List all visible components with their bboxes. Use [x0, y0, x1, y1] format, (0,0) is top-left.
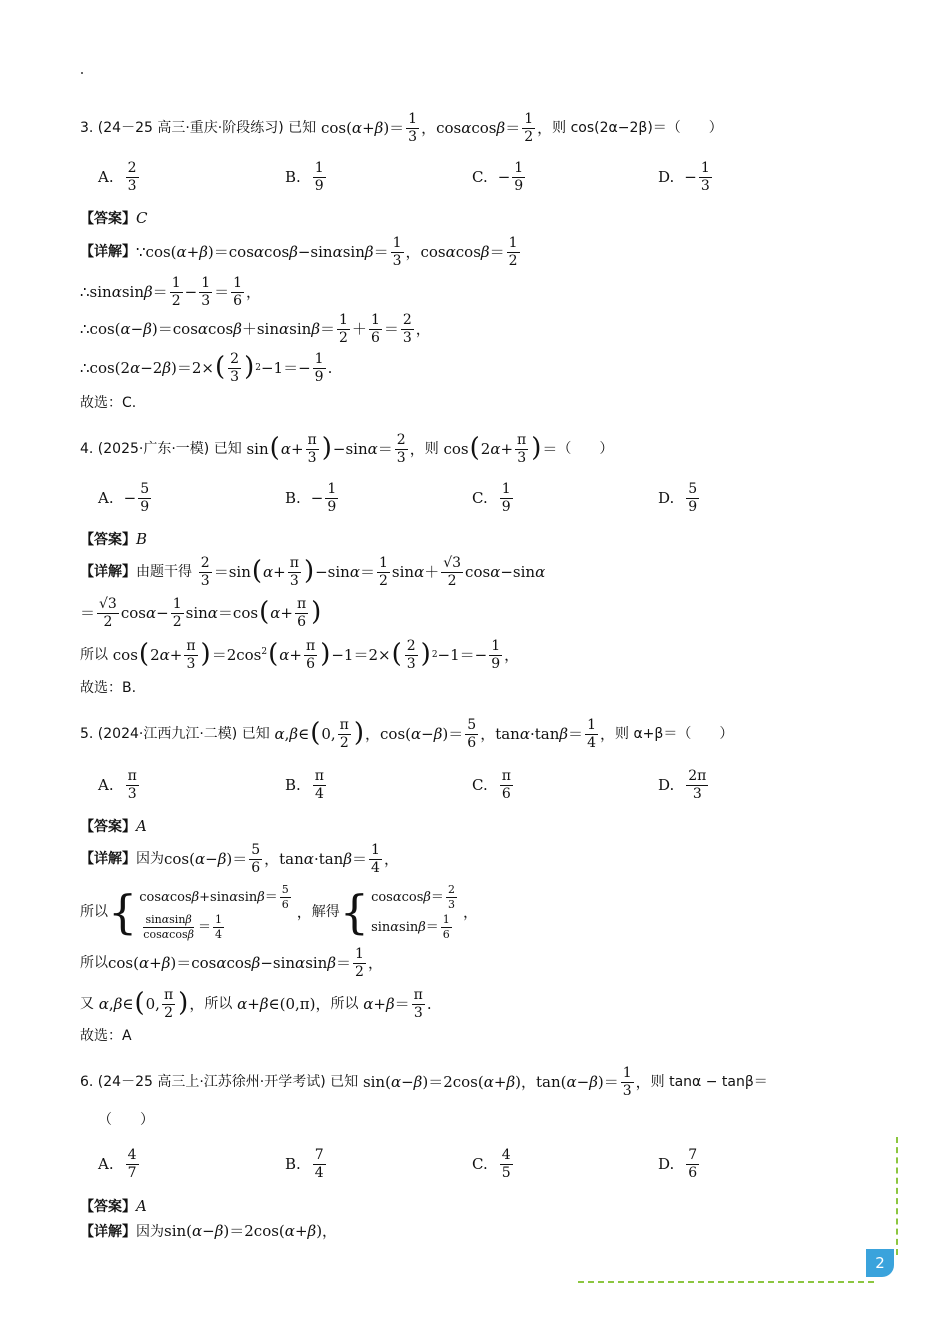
- q4-stem: 4. (2025·广东·一模) 已知 sin ( α+ $\frac{\pi}{3}$ ) −sinα＝ $\frac{2}{3}$ ， 则 cos ( 2α+ $\frac{\pi}{3}$ ) ＝ （ ）: [80, 432, 614, 466]
- q4-detail-line3: 所以 cos ( 2α+ $\frac{\pi}{3}$ ) $=2\cos^2$ ( α+ $\frac{\pi}{6}$ ) −1＝2× ( $\frac{2}{3}$ ) 2 −1＝− $\frac{1}{9}$ ，: [80, 638, 520, 672]
- q4-final: 故选：B.: [80, 680, 137, 696]
- q4-option-d[interactable]: D. $\frac{5}{9}$: [658, 481, 698, 515]
- q3-stem: 3. (24－25 高三·重庆·阶段练习) 已知 cos(α+β)＝ $\frac{1}{3}$ ，cosαcosβ＝ $\frac{1}{2}$ ， 则 cos(2α−2β)＝（ ）: [80, 111, 723, 145]
- page-border-vertical: [896, 1137, 898, 1255]
- q3-option-b[interactable]: B. $\frac{1}{9}$: [285, 160, 324, 194]
- q3-answer: 【答案】 C: [80, 209, 148, 227]
- q3-detail-line2: ∴sinαsinβ＝ $\frac{1}{2}$ − $\frac{1}{3}$ ＝ $\frac{1}{6}$ ，: [80, 275, 262, 309]
- q4-detail-line1: 【详解】 由题干得 $\frac{2}{3}$ ＝sin ( α+ $\frac{\pi}{3}$ ) −sinα＝ $\frac{1}{2}$ sinα＋ $\frac{√3}{2}$ cosα−sinα: [80, 555, 546, 589]
- q3-option-a[interactable]: A. $\frac{2}{3}$: [98, 160, 137, 194]
- q6-stem: 6. (24－25 高三上·江苏徐州·开学考试) 已知 sin(α−β)＝2cos(α+β)，tan(α−β)＝ $\frac{1}{3}$ ， 则 tanα − tanβ＝: [80, 1065, 768, 1099]
- q6-option-d[interactable]: D. $\frac{7}{6}$: [658, 1147, 698, 1181]
- q6-paren: （ ）: [98, 1112, 154, 1128]
- page-border-horizontal: [578, 1281, 874, 1283]
- q4-option-a[interactable]: A. − $\frac{5}{9}$: [98, 481, 150, 515]
- q6-options: [98, 1148, 858, 1188]
- q5-detail-line3: 所以 cos(α+β)＝cosαcosβ−sinαsinβ＝ $\frac{1}{2}$ ，: [80, 946, 383, 980]
- q3-detail-line4: ∴cos(2α−2β)＝2× ( $\frac{2}{3}$ ) 2 −1＝− $\frac{1}{9}$ .: [80, 351, 333, 385]
- q6-detail-line1: 【详解】 因为 sin(α−β)＝2cos(α+β)，: [80, 1222, 338, 1240]
- q4-answer: 【答案】 B: [80, 530, 148, 548]
- q4-detail-line2: ＝ $\frac{√3}{2}$ cosα− $\frac{1}{2}$ sinα＝cos ( α+ $\frac{\pi}{6}$ ): [80, 596, 322, 630]
- q5-detail-system: 所以 { cosαcosβ+sinαsinβ＝ $\frac{5}{6}$ $\frac{\sin\alpha\sin\beta}{\cos\alpha\cos\beta}$ ＝ $\frac{1}{4}$ ， 解得 { cosαcosβ＝ $\frac{2}{3}$ sinαsinβ＝ $\frac{1}{6}$ ，: [80, 883, 478, 941]
- q5-option-d[interactable]: D. $\frac{2\pi}{3}$: [658, 768, 707, 802]
- q5-answer: 【答案】 A: [80, 817, 147, 835]
- q6-option-c[interactable]: C. $\frac{4}{5}$: [472, 1147, 511, 1181]
- q3-option-d[interactable]: D. − $\frac{1}{3}$: [658, 160, 710, 194]
- q5-final: 故选：A: [80, 1028, 132, 1044]
- q5-stem: 5. (2024·江西九江·二模) 已知 α,β∈ ( 0, $\frac{\pi}{2}$ ) ，cos(α−β)＝ $\frac{5}{6}$ ，tanα·tanβ＝ $\frac{1}{4}$ ， 则 α+β＝（ ）: [80, 717, 734, 751]
- q3-detail-line3: ∴cos(α−β)＝cosαcosβ＋sinαsinβ＝ $\frac{1}{2}$ ＋ $\frac{1}{6}$ ＝ $\frac{2}{3}$ ，: [80, 312, 431, 346]
- q5-detail-line4: 又 α,β∈ ( 0, $\frac{\pi}{2}$ ) ， 所以 α+β∈(0,π)， 所以 α+β＝ $\frac{\pi}{3}$ .: [80, 987, 432, 1021]
- q5-option-a[interactable]: A. $\frac{\pi}{3}$: [98, 768, 137, 802]
- q6-answer: 【答案】 A: [80, 1197, 147, 1215]
- q4-option-c[interactable]: C. $\frac{1}{9}$: [472, 481, 511, 515]
- q3-final: 故选：C.: [80, 395, 137, 411]
- q5-option-b[interactable]: B. $\frac{\pi}{4}$: [285, 768, 324, 802]
- scan-dot: [81, 72, 83, 74]
- q6-option-a[interactable]: A. $\frac{4}{7}$: [98, 1147, 137, 1181]
- page-number-badge: 2: [866, 1249, 894, 1277]
- q4-option-b[interactable]: B. − $\frac{1}{9}$: [285, 481, 337, 515]
- q4-options: [98, 482, 858, 522]
- q5-options: [98, 769, 858, 809]
- q5-option-c[interactable]: C. $\frac{\pi}{6}$: [472, 768, 511, 802]
- q6-option-b[interactable]: B. $\frac{7}{4}$: [285, 1147, 324, 1181]
- q5-detail-line1: 【详解】 因为 cos(α−β)＝ $\frac{5}{6}$ ，tanα·tanβ＝ $\frac{1}{4}$ ，: [80, 842, 399, 876]
- q3-option-c[interactable]: C. − $\frac{1}{9}$: [472, 160, 524, 194]
- q3-options: [98, 161, 858, 201]
- q3-detail-line1: 【详解】 ∵cos(α+β)＝cosαcosβ−sinαsinβ＝ $\frac{1}{3}$ ，cosαcosβ＝ $\frac{1}{2}$: [80, 235, 518, 269]
